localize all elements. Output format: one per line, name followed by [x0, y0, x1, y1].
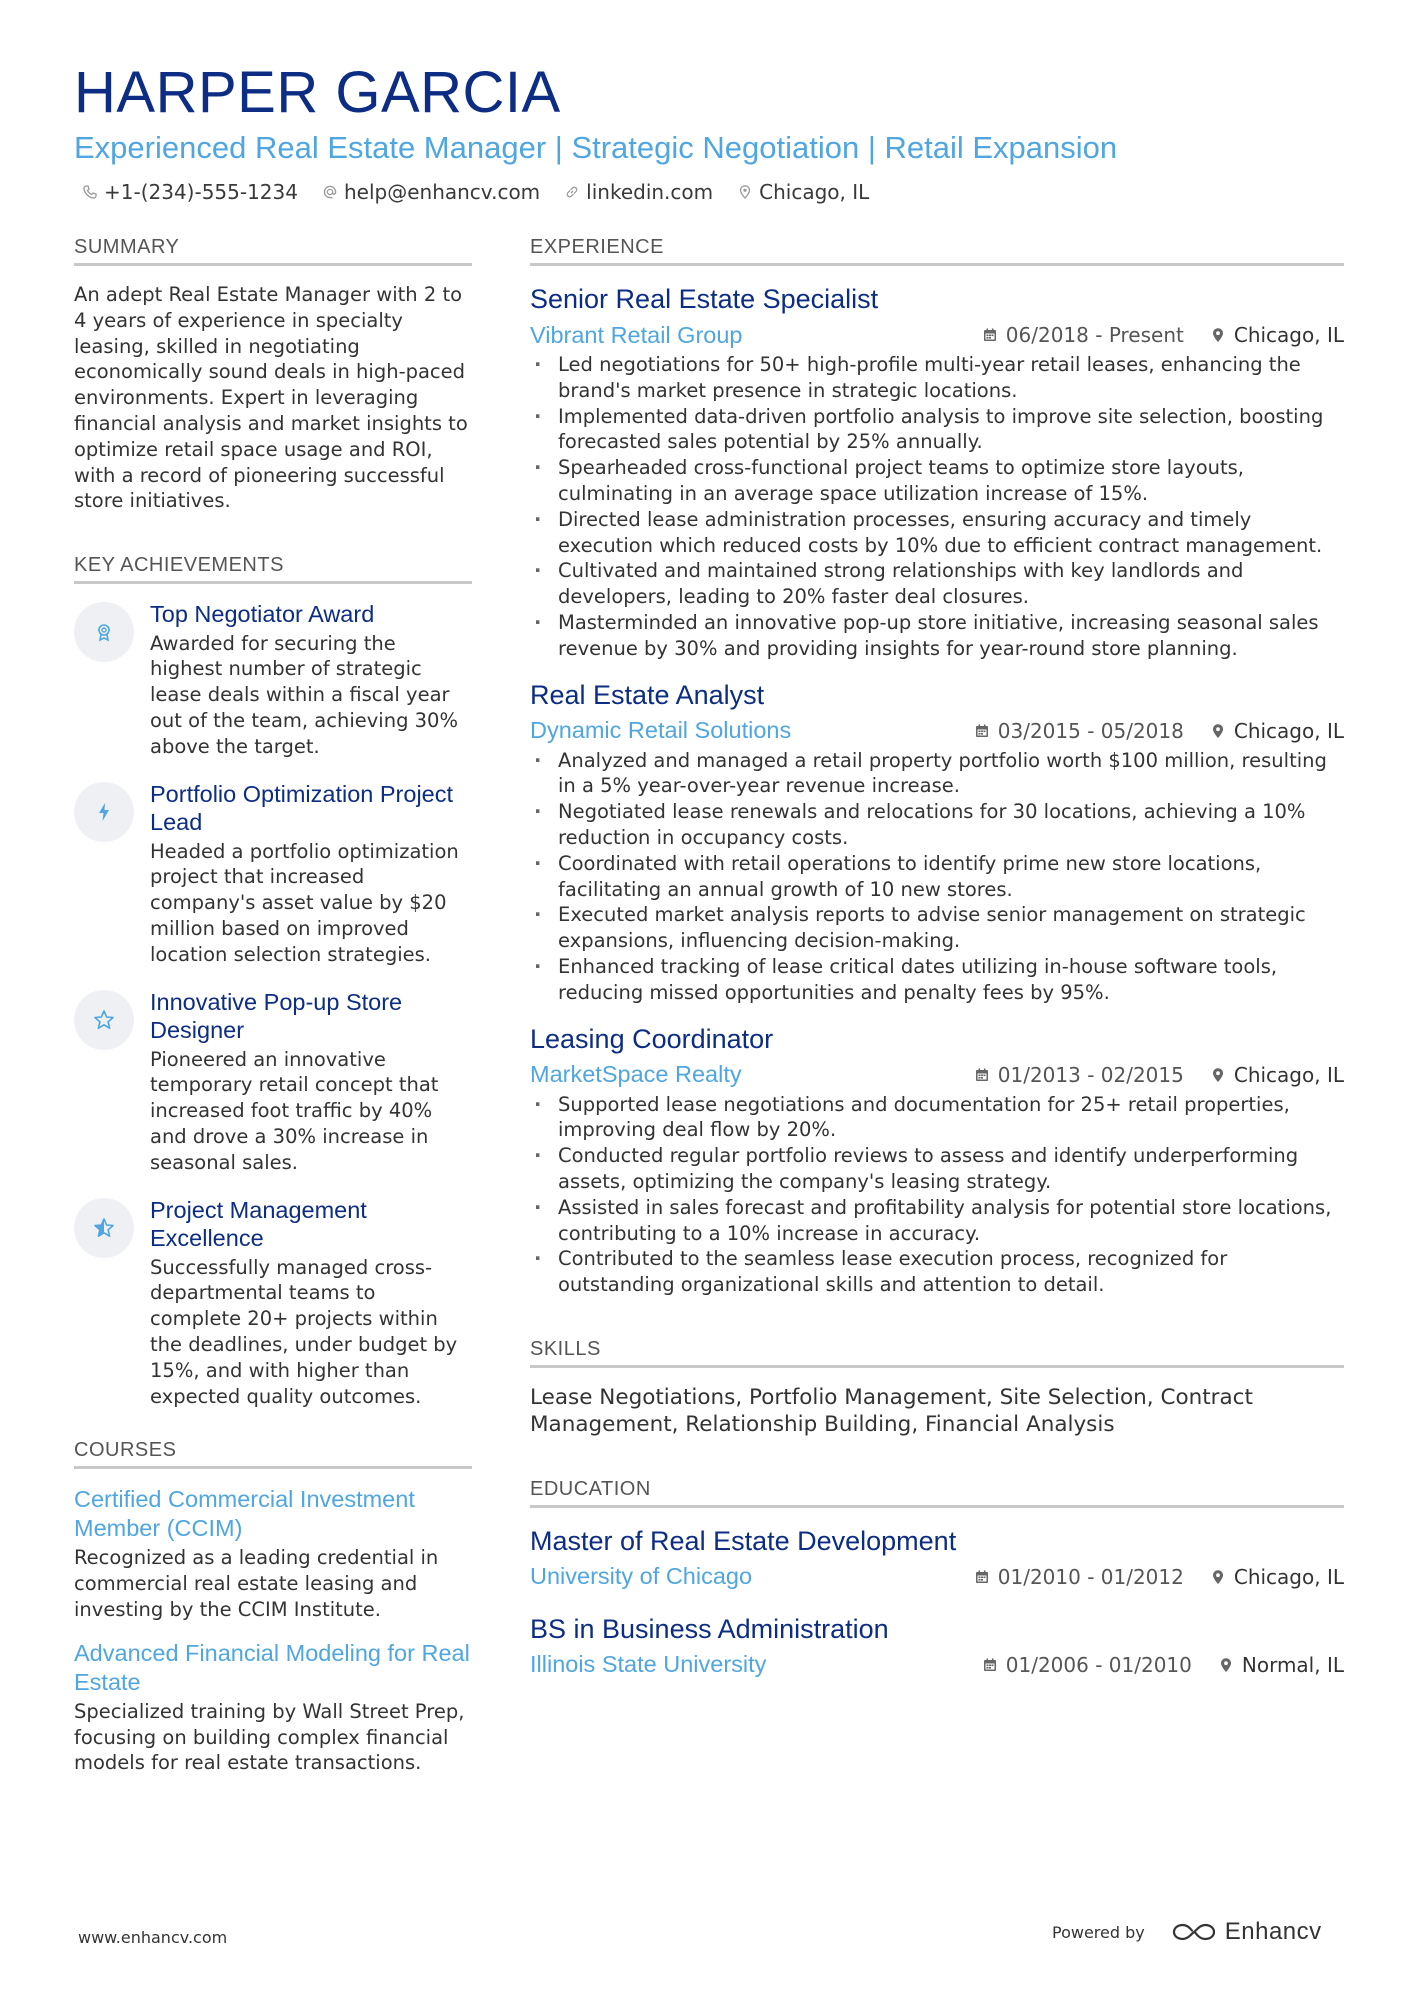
course-title: Advanced Financial Modeling for Real Estate: [74, 1639, 470, 1695]
achievement-desc: Successfully managed cross-departmental teams to complete 20+ projects within the deadlines, under budget by 15%, and with higher than expected quality outcomes.: [150, 1255, 458, 1408]
footer-branding: [1052, 1918, 1322, 1946]
achievement-item: [74, 780, 472, 968]
skills-section: [530, 1338, 1344, 1438]
job-title: Senior Real Estate Specialist: [530, 284, 879, 314]
bullet-item: · Masterminded an innovative pop-up store initiative, increasing seasonal sales revenue by 30% and providing insights for year-round store planning.: [530, 610, 1344, 662]
dates-text: 06/2018 - Present: [1005, 323, 1184, 347]
star-outline-icon: [92, 1008, 116, 1032]
achievement-title: Project Management Excellence: [150, 1196, 367, 1252]
course-item: [74, 1639, 472, 1776]
bullet-item: · Conducted regular portfolio reviews to assess and identify underperforming assets, optimizing the company's leasing strategy.: [530, 1143, 1344, 1195]
job-dates: [982, 323, 1184, 347]
achievements-heading: KEY ACHIEVEMENTS: [74, 554, 472, 584]
candidate-name: HARPER GARCIA: [74, 60, 561, 125]
bullet-item: · Executed market analysis reports to advise senior management on strategic expansions, influencing decision-making.: [530, 902, 1344, 954]
location-text: Normal, IL: [1241, 1652, 1344, 1677]
education-section: [530, 1478, 1344, 1682]
job-entry: [530, 678, 1344, 1006]
job-location: [1210, 719, 1344, 743]
skills-text: Lease Negotiations, Portfolio Management, Site Selection, Contract Management, Relationship Building, Financial Analysis: [530, 1384, 1253, 1437]
achievement-item: [74, 1196, 472, 1410]
bullet-item: · Supported lease negotiations and documentation for 25+ retail properties, improving deal flow by 20%.: [530, 1092, 1344, 1144]
bullet-item: · Contributed to the seamless lease execution process, recognized for outstanding organizational skills and attention to detail.: [530, 1246, 1344, 1298]
contact-linkedin[interactable]: [564, 180, 713, 204]
job-title: Real Estate Analyst: [530, 679, 765, 710]
dates-text: 01/2013 - 02/2015: [997, 1062, 1184, 1087]
link-icon: [564, 184, 580, 200]
summary-heading: SUMMARY: [74, 236, 472, 266]
bullet-item: · Negotiated lease renewals and relocations for 30 locations, achieving a 10% reduction in occupancy costs.: [530, 799, 1344, 851]
education-entry: [530, 1612, 1344, 1682]
edu-location: [1210, 1565, 1344, 1589]
skills-heading: SKILLS: [530, 1338, 1344, 1368]
brand-logo[interactable]: [1171, 1918, 1322, 1946]
email-text: help@enhancv.com: [343, 180, 541, 204]
bullet-item: · Implemented data-driven portfolio analysis to improve site selection, boosting forecasted sales potential by 25% annually.: [530, 404, 1344, 456]
location-pin-icon: [1210, 1569, 1226, 1585]
school-name: Illinois State University: [530, 1651, 767, 1678]
job-bullets: [530, 748, 1344, 1006]
location-pin-icon: [1210, 1067, 1226, 1083]
powered-by-text: Powered by: [1052, 1922, 1145, 1942]
bullet-item: · Enhanced tracking of lease critical dates utilizing in-house software tools, reducing missed opportunities and penalty fees by 95%.: [530, 954, 1344, 1006]
contact-row: [74, 180, 1344, 204]
contact-location: [737, 180, 869, 204]
calendar-icon: [974, 1569, 990, 1585]
course-title: Certified Commercial Investment Member (CCIM): [74, 1486, 415, 1542]
left-column: [74, 236, 472, 1792]
achievement-icon-wrap: [74, 1198, 134, 1258]
calendar-icon: [974, 723, 990, 739]
award-icon: [92, 620, 116, 644]
job-entry: [530, 282, 1344, 662]
edu-dates: [974, 1565, 1184, 1589]
star-half-icon: [92, 1216, 116, 1240]
job-location: [1210, 323, 1344, 347]
bullet-item: · Coordinated with retail operations to identify prime new store locations, facilitating an annual growth of 10 new stores.: [530, 851, 1344, 903]
phone-text: +1-(234)-555-1234: [104, 180, 298, 204]
location-text: Chicago, IL: [1233, 1062, 1344, 1087]
lightning-icon: [92, 800, 116, 824]
edu-dates: [982, 1653, 1192, 1677]
contact-phone: [82, 180, 298, 204]
education-heading: EDUCATION: [530, 1478, 1344, 1508]
experience-heading: EXPERIENCE: [530, 236, 1344, 266]
job-entry: [530, 1022, 1344, 1298]
company-name: MarketSpace Realty: [530, 1061, 742, 1088]
achievement-icon-wrap: [74, 602, 134, 662]
job-dates: [974, 719, 1184, 743]
job-bullets: [530, 352, 1344, 662]
achievement-desc: Headed a portfolio optimization project that increased company's asset value by $20 million based on improved location selection strategies.: [150, 839, 459, 966]
infinity-logo-icon: [1171, 1920, 1217, 1944]
footer-website[interactable]: www.enhancv.com: [78, 1928, 228, 1947]
linkedin-text: linkedin.com: [586, 180, 714, 204]
achievement-title: Portfolio Optimization Project Lead: [150, 780, 454, 836]
job-bullets: [530, 1092, 1344, 1298]
bullet-item: · Cultivated and maintained strong relationships with key landlords and developers, leading to 20% faster deal closures.: [530, 558, 1344, 610]
brand-name: Enhancv: [1224, 1918, 1322, 1945]
phone-icon: [82, 184, 98, 200]
job-location: [1210, 1063, 1344, 1087]
bullet-item: · Led negotiations for 50+ high-profile multi-year retail leases, enhancing the brand's market presence in strategic locations.: [530, 352, 1344, 404]
course-desc: Recognized as a leading credential in commercial real estate leasing and investing by the CCIM Institute.: [74, 1546, 439, 1621]
job-dates: [974, 1063, 1184, 1087]
location-text: Chicago, IL: [1233, 718, 1344, 743]
location-text: Chicago, IL: [759, 180, 870, 204]
location-pin-icon: [1218, 1657, 1234, 1673]
courses-heading: COURSES: [74, 1439, 472, 1469]
candidate-tagline: Experienced Real Estate Manager | Strategic Negotiation | Retail Expansion: [74, 130, 1118, 165]
degree-title: BS in Business Administration: [530, 1613, 889, 1644]
course-item: [74, 1485, 472, 1622]
calendar-icon: [982, 327, 998, 343]
achievement-title: Top Negotiator Award: [150, 601, 375, 628]
company-name: Dynamic Retail Solutions: [530, 717, 792, 744]
location-pin-icon: [1210, 327, 1226, 343]
location-text: Chicago, IL: [1233, 323, 1344, 347]
bullet-item: · Spearheaded cross-functional project teams to optimize store layouts, culminating in an average space utilization increase of 15%.: [530, 455, 1344, 507]
course-desc: Specialized training by Wall Street Prep, focusing on building complex financial models for real estate transactions.: [74, 1699, 465, 1775]
achievement-icon-wrap: [74, 782, 134, 842]
achievement-desc: Pioneered an innovative temporary retail concept that increased foot traffic by 40% and drove a 30% increase in seasonal sales.: [150, 1047, 439, 1174]
achievement-icon-wrap: [74, 990, 134, 1050]
education-entry: [530, 1524, 1344, 1594]
dates-text: 01/2010 - 01/2012: [997, 1564, 1184, 1589]
at-icon: [322, 184, 338, 200]
bullet-item: · Analyzed and managed a retail property portfolio worth $100 million, resulting in a 5% year-over-year revenue increase.: [530, 748, 1344, 800]
achievement-title: Innovative Pop-up Store Designer: [150, 988, 403, 1044]
right-column: [530, 236, 1344, 1700]
summary-section: [74, 236, 472, 514]
achievement-item: [74, 988, 472, 1176]
contact-email[interactable]: [322, 180, 540, 204]
summary-text: An adept Real Estate Manager with 2 to 4 years of experience in specialty leasing, skilled in negotiating economically sound deals in high-paced environments. Expert in leveraging financial analysis and market insights to optimize retail space usage and ROI, with a record of pioneering successful store initiatives.: [74, 283, 468, 513]
achievement-desc: Awarded for securing the highest number of strategic lease deals within a fiscal year out of the team, achieving 30% above the target.: [150, 631, 458, 758]
company-name: Vibrant Retail Group: [530, 321, 743, 348]
experience-section: [530, 236, 1344, 1298]
calendar-icon: [974, 1067, 990, 1083]
location-pin-icon: [1210, 723, 1226, 739]
dates-text: 03/2015 - 05/2018: [997, 718, 1184, 743]
bullet-item: · Directed lease administration processes, ensuring accuracy and timely execution which reduced costs by 10% due to efficient contract management.: [530, 507, 1344, 559]
location-pin-icon: [737, 184, 753, 200]
resume-header: [74, 60, 1344, 204]
school-name: University of Chicago: [530, 1563, 753, 1590]
location-text: Chicago, IL: [1233, 1564, 1344, 1589]
edu-location: [1218, 1653, 1344, 1677]
bullet-item: · Assisted in sales forecast and profitability analysis for potential store locations, contributing to a 10% increase in accuracy.: [530, 1195, 1344, 1247]
achievement-item: [74, 600, 472, 759]
degree-title: Master of Real Estate Development: [530, 1525, 957, 1556]
job-title: Leasing Coordinator: [530, 1023, 774, 1054]
calendar-icon: [982, 1657, 998, 1673]
dates-text: 01/2006 - 01/2010: [1005, 1652, 1192, 1677]
achievements-section: [74, 554, 472, 1409]
courses-section: [74, 1439, 472, 1776]
